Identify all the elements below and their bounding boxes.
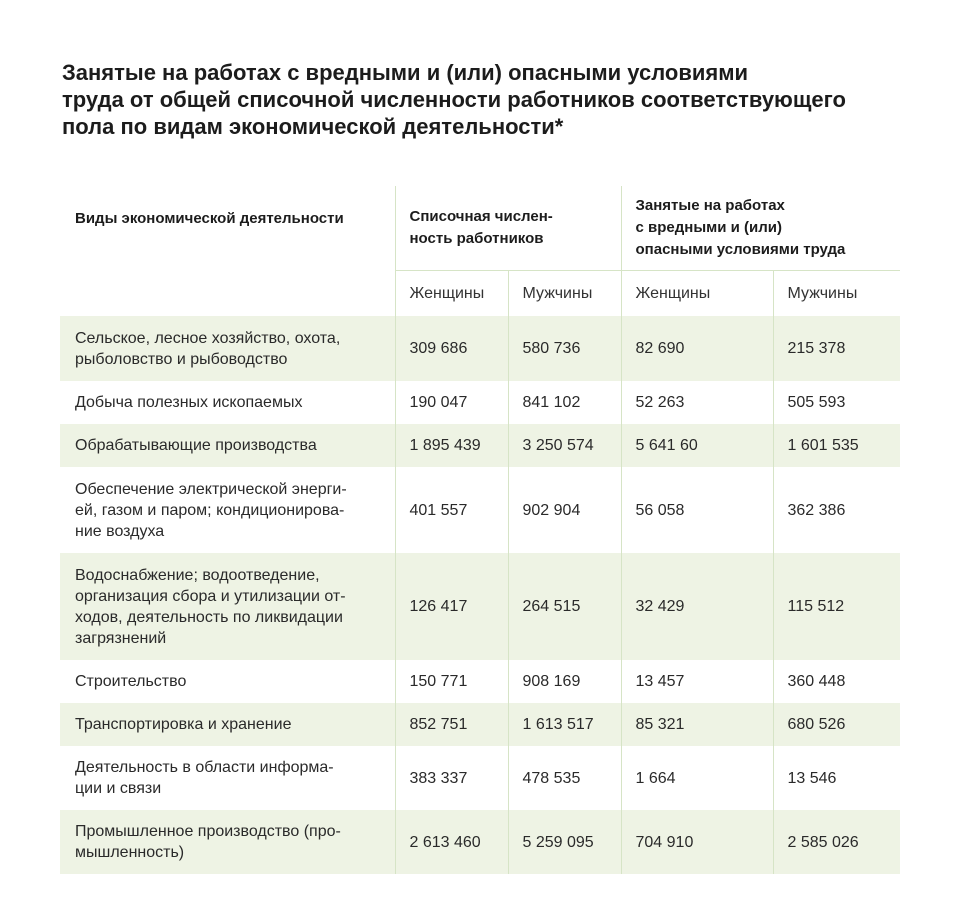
table-row [60, 381, 900, 424]
activity-name-line: рыболовство и рыбоводство [75, 350, 288, 368]
value-cell: 902 904 [508, 467, 621, 553]
activity-name-line: ей, газом и паром; кондиционирова- [75, 501, 345, 519]
activity-name-line: загрязнений [75, 629, 167, 647]
value-cell: 1 895 439 [395, 424, 508, 467]
header-line: Занятые на работах [635, 197, 785, 214]
title-line: труда от общей списочной численности работников соответствующего [62, 87, 846, 112]
activity-name [60, 316, 395, 381]
subheader-women: Женщины [621, 271, 773, 317]
value-cell: 56 058 [621, 467, 773, 553]
activity-name-line: Строительство [75, 673, 187, 690]
value-cell: 1 601 535 [773, 424, 900, 467]
headcount-group-header [395, 186, 621, 271]
value-cell: 85 321 [621, 703, 773, 746]
table-row [60, 746, 900, 810]
activity-name [60, 810, 395, 874]
value-cell: 5 641 60 [621, 424, 773, 467]
activity-name-line: Промышленное производство (про- [75, 823, 341, 840]
table-row [60, 467, 900, 553]
value-cell: 126 417 [395, 553, 508, 660]
activity-name-line: Сельское, лесное хозяйство, охота, [75, 329, 341, 347]
value-cell: 1 613 517 [508, 703, 621, 746]
table-row [60, 810, 900, 874]
value-cell: 309 686 [395, 316, 508, 381]
table-body [60, 316, 900, 874]
activity-column-header [60, 186, 395, 316]
activity-name-line: Обрабатывающие производства [75, 437, 317, 454]
value-cell: 505 593 [773, 381, 900, 424]
subheader-women: Женщины [395, 271, 508, 317]
activity-name [60, 381, 395, 424]
value-cell: 680 526 [773, 703, 900, 746]
activity-name-line: ние воздуха [75, 522, 165, 540]
activity-name [60, 467, 395, 553]
table-row [60, 703, 900, 746]
title-line: пола по видам экономической деятельности* [62, 114, 564, 139]
activity-name-line: мышленность) [75, 844, 185, 861]
value-cell: 704 910 [621, 810, 773, 874]
table-row [60, 424, 900, 467]
activity-name [60, 703, 395, 746]
value-cell: 2 613 460 [395, 810, 508, 874]
activity-name-line: ходов, деятельность по ликвидации [75, 608, 343, 626]
value-cell: 908 169 [508, 660, 621, 703]
page-title [62, 59, 902, 140]
header-line: с вредными и (или) [635, 219, 782, 236]
value-cell: 13 546 [773, 746, 900, 810]
value-cell: 852 751 [395, 703, 508, 746]
value-cell: 150 771 [395, 660, 508, 703]
table-row [60, 553, 900, 660]
employment-table [60, 186, 900, 874]
header-line: ность работников [409, 230, 544, 247]
value-cell: 3 250 574 [508, 424, 621, 467]
activity-name-line: Добыча полезных ископаемых [75, 394, 303, 411]
value-cell: 401 557 [395, 467, 508, 553]
activity-name-line: организация сбора и утилизации от- [75, 587, 346, 605]
value-cell: 215 378 [773, 316, 900, 381]
value-cell: 478 535 [508, 746, 621, 810]
value-cell: 82 690 [621, 316, 773, 381]
activity-name-line: Обеспечение электрической энерги- [75, 480, 347, 498]
value-cell: 362 386 [773, 467, 900, 553]
activity-name-line: Транспортировка и хранение [75, 716, 292, 733]
activity-name [60, 660, 395, 703]
value-cell: 264 515 [508, 553, 621, 660]
value-cell: 115 512 [773, 553, 900, 660]
value-cell: 2 585 026 [773, 810, 900, 874]
value-cell: 190 047 [395, 381, 508, 424]
value-cell: 1 664 [621, 746, 773, 810]
value-cell: 5 259 095 [508, 810, 621, 874]
value-cell: 580 736 [508, 316, 621, 381]
activity-name [60, 424, 395, 467]
title-line: Занятые на работах с вредными и (или) опасными условиями [62, 60, 749, 85]
subheader-men: Мужчины [508, 271, 621, 317]
value-cell: 841 102 [508, 381, 621, 424]
hazardous-group-header [621, 186, 900, 271]
activity-name-line: ции и связи [75, 780, 162, 797]
value-cell: 52 263 [621, 381, 773, 424]
header-line: Списочная числен- [409, 208, 553, 225]
activity-name-line: Водоснабжение; водоотведение, [75, 566, 320, 584]
header-row [60, 186, 900, 271]
activity-header-label: Виды экономической деятельности [75, 210, 344, 227]
value-cell: 383 337 [395, 746, 508, 810]
value-cell: 360 448 [773, 660, 900, 703]
activity-name-line: Деятельность в области информа- [75, 759, 334, 776]
header-line: опасными условиями труда [635, 241, 846, 258]
subheader-men: Мужчины [773, 271, 900, 317]
table-row [60, 660, 900, 703]
value-cell: 13 457 [621, 660, 773, 703]
activity-name [60, 746, 395, 810]
value-cell: 32 429 [621, 553, 773, 660]
activity-name [60, 553, 395, 660]
table-row [60, 316, 900, 381]
